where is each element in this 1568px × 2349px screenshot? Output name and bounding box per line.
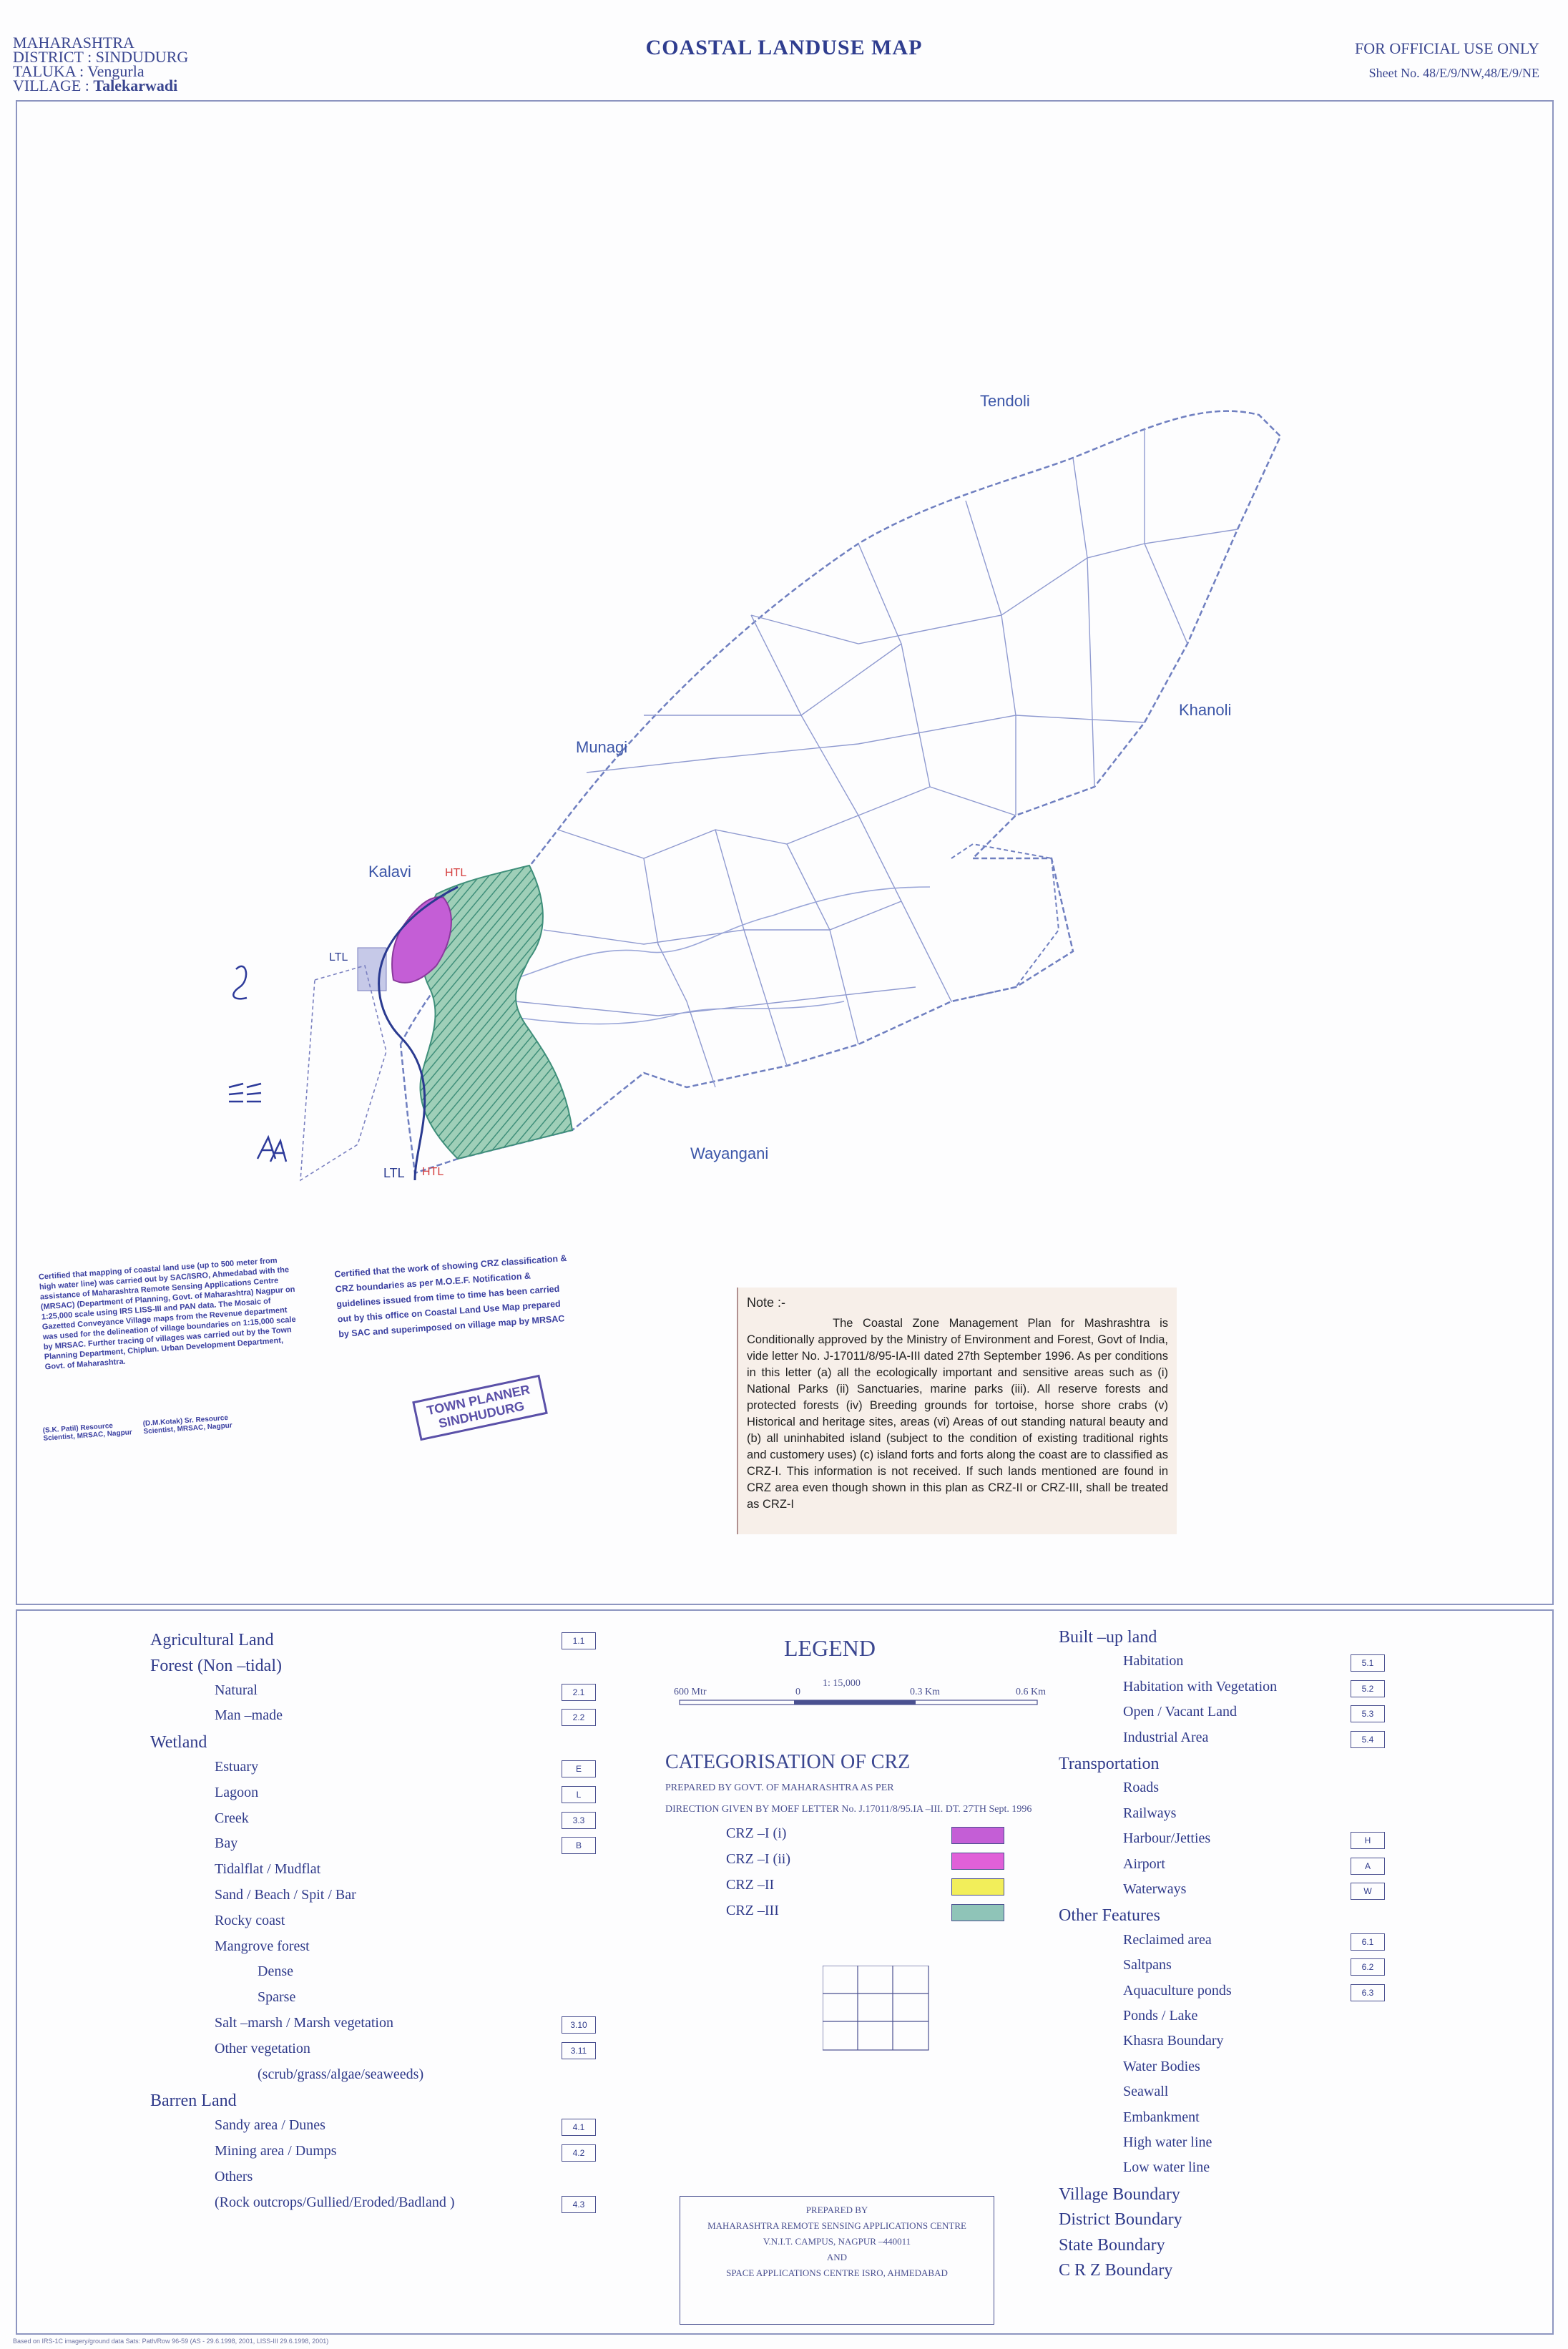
legend-left-item: Sandy area / Dunes [215, 2117, 325, 2134]
legend-right-item: Other Features [1059, 1906, 1160, 1926]
legend-left-item: (Rock outcrops/Gullied/Eroded/Badland ) [215, 2194, 455, 2210]
legend-right-code-box: 5.3 [1351, 1705, 1385, 1722]
crz-category-label: CRZ –III [726, 1903, 779, 1918]
prepared-line-4: AND [826, 2252, 848, 2262]
legend-left-item: Wetland [150, 1733, 207, 1752]
legend-right-code-box: 5.4 [1351, 1731, 1385, 1748]
crz-prep-line1: PREPARED BY GOVT. OF MAHARASHTRA AS PER [665, 1782, 894, 1793]
legend-left-code-box: 4.2 [562, 2144, 596, 2162]
footer-note: Based on IRS-1C imagery/ground data Sats: Path/Row 96-59 (AS - 29.6.1998, 2001, LISS-III 29.6.1998, 2001) [13, 2338, 329, 2345]
sheet-number: Sheet No. 48/E/9/NW,48/E/9/NE [1368, 66, 1539, 80]
scale-zero: 0 [795, 1687, 800, 1697]
crz-certificate: Certified that the work of showing CRZ classification & CRZ boundaries as per M.O.E.F. Notification & guidelines issued from time to time has been carried out by this office on Coastal Land Use Map prepared by SAC and superimposed on village map by MRSAC [333, 1252, 567, 1340]
prepared-line-3: V.N.I.T. CAMPUS, NAGPUR –440011 [763, 2236, 911, 2247]
prepared-by-box [680, 2196, 994, 2325]
place-kalavi: Kalavi [368, 863, 411, 881]
district-label: DISTRICT : SINDUDURG [13, 48, 189, 66]
legend-right-item: Railways [1123, 1805, 1177, 1821]
crz-category-swatch [951, 1904, 1004, 1921]
sand-patch [358, 948, 386, 991]
place-khanoli: Khanoli [1179, 701, 1232, 719]
legend-right-item: Reclaimed area [1123, 1931, 1212, 1948]
place-wayangani: Wayangani [690, 1144, 769, 1162]
legend-right-item: Airport [1123, 1855, 1165, 1872]
legend-left-code-box: 3.11 [562, 2042, 596, 2059]
prepared-line-1: PREPARED BY [805, 2205, 868, 2215]
legend-right-code-box: 6.3 [1351, 1984, 1385, 2001]
scale-right: 0.6 Km [1016, 1687, 1046, 1697]
legend-right-code-box: 6.1 [1351, 1933, 1385, 1951]
legend-left-code-box: L [562, 1786, 596, 1803]
ltl-label-top: LTL [329, 951, 348, 963]
legend-right-code-box: 6.2 [1351, 1958, 1385, 1976]
place-munagi: Munagi [576, 738, 628, 756]
taluka-label: TALUKA : Vengurla [13, 62, 144, 80]
signature-2: (D.M.Kotak) Sr. Resource Scientist, MRSAC, Nagpur [142, 1413, 233, 1436]
legend-right-item: Habitation with Vegetation [1123, 1678, 1278, 1695]
legend-left-item: Salt –marsh / Marsh vegetation [215, 2015, 393, 2031]
legend-left-item: Creek [215, 1810, 249, 1826]
legend-left-code-box: 3.3 [562, 1812, 596, 1829]
legend-left-item: Man –made [215, 1707, 283, 1724]
legend-left-code-box: 4.1 [562, 2119, 596, 2136]
legend-left-item: Mangrove forest [215, 1938, 310, 1954]
legend-right-code-box: 5.2 [1351, 1680, 1385, 1697]
legend-right-code-box: H [1351, 1832, 1385, 1849]
htl-label-top: HTL [445, 867, 467, 879]
legend-right-item: Harbour/Jetties [1123, 1830, 1211, 1847]
legend-left-item: Natural [215, 1682, 258, 1698]
legend-right-item: Habitation [1123, 1653, 1184, 1669]
sea-boundary [300, 966, 386, 1180]
legend-left-item: Bay [215, 1835, 238, 1852]
htl-label-bottom: HTL [422, 1166, 444, 1178]
state-label: MAHARASHTRA [13, 34, 134, 52]
ltl-label-bottom: LTL [383, 1166, 405, 1180]
map-title: COASTAL LANDUSE MAP [645, 36, 923, 59]
legend-left-item: Sparse [258, 1989, 296, 2006]
legend-right-item: C R Z Boundary [1059, 2261, 1173, 2280]
crz-category-label: CRZ –I (i) [726, 1825, 787, 1841]
official-label: FOR OFFICIAL USE ONLY [1355, 39, 1539, 57]
legend-left-item: Mining area / Dumps [215, 2143, 337, 2159]
village-name: Talekarwadi [93, 77, 178, 94]
legend-left-item: Tidalflat / Mudflat [215, 1861, 321, 1878]
creek-lines [486, 887, 930, 1024]
crz-category-swatch [951, 1878, 1004, 1896]
legend-left-item: Lagoon [215, 1784, 259, 1800]
note-title: Note :- [747, 1295, 786, 1310]
prepared-line-2: MAHARASHTRA REMOTE SENSING APPLICATIONS CENTRE [707, 2220, 966, 2231]
legend-left-item: Estuary [215, 1759, 259, 1775]
legend-left-code-box: 3.10 [562, 2016, 596, 2034]
legend-right-item: Built –up land [1059, 1628, 1157, 1647]
signature-1: (S.K. Patil) Resource Scientist, MRSAC, Nagpur [42, 1422, 133, 1443]
legend-left-item: Sand / Beach / Spit / Bar [215, 1887, 356, 1903]
legend-right-item: Transportation [1059, 1755, 1160, 1773]
legend-right-item: Water Bodies [1123, 2058, 1200, 2074]
scale-left: 600 Mtr [674, 1687, 707, 1697]
legend-right-item: Industrial Area [1123, 1729, 1209, 1745]
legend-right-item: Waterways [1123, 1881, 1187, 1897]
mapping-certificate: Certified that mapping of coastal land use (up to 500 meter from high water line) was carried out by SAC/ISRO, Ahmedabad with the assistance of Maharashtra Remote Sensing Applications Centre (MRSAC) (Department of Planning, Govt. of Maharashtra) Nagpur on 1:25,000 scale using IRS LISS-III and PAN data. The Mosaic of Gazetted Conveyance Village maps from the Revenue department was used for the delineation of village boundaries on 1:15,000 scale by MRSAC. Further tracing of villages was carried out by the Town Planning Department, Chiplun. Urban Development Department, Govt. of Maharashtra. [38, 1256, 297, 1372]
legend-left-item: Barren Land [150, 2091, 237, 2111]
legend-right-item: Seawall [1123, 2084, 1169, 2100]
legend-right-item: Roads [1123, 1780, 1159, 1796]
legend-right-item: Aquaculture ponds [1123, 1982, 1232, 1999]
village-prefix: VILLAGE : [13, 77, 94, 94]
scale-mid: 0.3 Km [910, 1687, 940, 1697]
legend-title: LEGEND [784, 1635, 876, 1661]
khasra-boundaries [515, 429, 1238, 1087]
legend-left-item: Other vegetation [215, 2040, 310, 2056]
note-text: The Coastal Zone Management Plan for Mashrashtra is Conditionally approved by the Ministry of Environment and Forest, Govt of India, vide letter No. J-17011/8/95-IA-III dated 27th September 1996. As per conditions in this letter (a) all the ecologically important and sensitive areas such as (i) National Parks (ii) Sanctuaries, marine parks (iii). All reserve forests and protected forests (iv) Breeding grounds for tortoise, horse shore crabs (v) Historical and heritage sites, areas (vi) Areas of out standing natural beauty and (b) all uninhabited island (subject to the condition of existing traditional rights and customery uses) (c) island forts and forts along the coast are to classified as CRZ-I. This information is not received. If such lands mentioned are found in CRZ area even though shown in this plan as CRZ-II or CRZ-III, shall be treated as CRZ-I [747, 1317, 1168, 1511]
legend-left-item: Rocky coast [215, 1912, 285, 1928]
legend-left-code-box: 4.3 [562, 2196, 596, 2213]
legend-left-code-box: E [562, 1760, 596, 1777]
legend-left-item: Forest (Non –tidal) [150, 1656, 282, 1675]
legend-left-item: Agricultural Land [150, 1631, 274, 1649]
crz-prep-line2: DIRECTION GIVEN BY MOEF LETTER No. J.17011/8/95.IA –III. DT. 27TH Sept. 1996 [665, 1804, 1032, 1815]
legend-left-item: Dense [258, 1963, 293, 1980]
crz-category-label: CRZ –II [726, 1877, 775, 1893]
legend-left-code-box: 2.2 [562, 1709, 596, 1726]
town-planner-stamp: TOWN PLANNER SINDHUDURG [412, 1375, 548, 1441]
legend-left-item: Others [215, 2168, 253, 2184]
crz-category-label: CRZ –I (ii) [726, 1851, 790, 1867]
crz-category-swatch [951, 1853, 1004, 1870]
legend-left-code-box: B [562, 1837, 596, 1854]
legend-right-code-box: W [1351, 1883, 1385, 1900]
legend-left-item: (scrub/grass/algae/seaweeds) [258, 2066, 424, 2082]
legend-right-code-box: 5.1 [1351, 1654, 1385, 1672]
legend-right-item: Saltpans [1123, 1957, 1172, 1973]
legend-right-item: State Boundary [1059, 2235, 1165, 2255]
prepared-line-5: SPACE APPLICATIONS CENTRE ISRO, AHMEDABAD [726, 2267, 948, 2278]
handwritten-marks [229, 966, 286, 1162]
scale-ratio: 1: 15,000 [823, 1678, 861, 1689]
legend-right-code-box: A [1351, 1858, 1385, 1875]
legend-right-item: Low water line [1123, 2159, 1210, 2176]
legend-right-item: Khasra Boundary [1123, 2033, 1224, 2049]
legend-right-item: Open / Vacant Land [1123, 1704, 1238, 1720]
legend-left-code-box: 2.1 [562, 1684, 596, 1701]
legend-right-item: High water line [1123, 2134, 1212, 2150]
legend-right-item: Village Boundary [1059, 2184, 1180, 2204]
legend-left-code-box: 1.1 [562, 1632, 596, 1649]
legend-right-item: Ponds / Lake [1123, 2008, 1198, 2024]
sheet-index-grid [823, 1966, 930, 2051]
place-tendoli: Tendoli [980, 392, 1030, 410]
legend-right-item: Embankment [1123, 2109, 1200, 2125]
note-box [737, 1288, 1177, 1534]
legend-right-item: District Boundary [1059, 2210, 1182, 2230]
neighbour-boundary [951, 844, 1059, 1001]
crz-categorisation-title: CATEGORISATION OF CRZ [665, 1751, 911, 1773]
crz-category-swatch [951, 1827, 1004, 1844]
